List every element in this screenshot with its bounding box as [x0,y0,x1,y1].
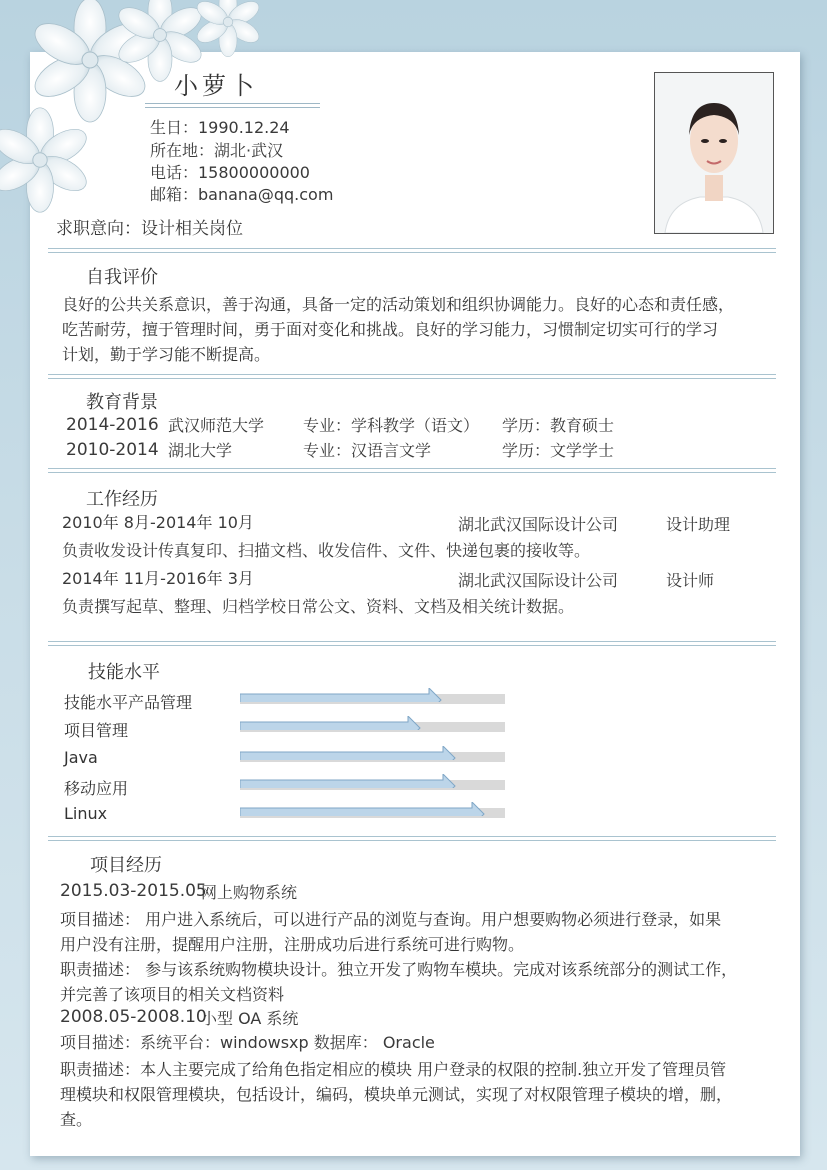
candidate-name: 小萝卜 [174,72,258,100]
projects-title: 项目经历 [90,855,162,876]
skill-level-bar [240,774,457,788]
skill-level-bar [240,688,443,702]
edu-degree: 学历：文学学士 [502,441,615,460]
project-desc [60,1057,780,1132]
work-period: 2010年 8月-2014年 10月 [62,513,254,532]
skill-label: Linux [64,804,108,823]
edu-years: 2010-2014 [66,440,159,460]
edu-major: 专业：学科教学（语文） [303,416,480,435]
work-title: 工作经历 [86,489,158,510]
education-title: 教育背景 [86,392,158,413]
self-eval-line: 计划，勤于学习能不断提高。 [62,345,271,364]
project-desc [60,907,780,1007]
divider [48,248,776,253]
skill-label: 技能水平产品管理 [64,693,193,712]
email: 邮箱：banana@qq.com [150,185,334,204]
project-line: 理模块和权限管理模块，包括设计，编码，模块单元测试，实现了对权限管理子模块的增，删， [60,1085,733,1104]
project-line: 职责描述：本人主要完成了给角色指定相应的模块 用户登录的权限的控制.独立开发了管理员管 [60,1060,727,1079]
project-period: 2015.03-2015.05 [60,881,207,901]
project-line: 并完善了该项目的相关文档资料 [60,985,285,1004]
name-underline [145,103,320,108]
divider [48,468,776,473]
portrait-icon [655,73,773,233]
project-line: 查。 [60,1110,93,1129]
edu-major: 专业：汉语言文学 [303,441,432,460]
skill-level-bar [240,716,422,730]
divider [48,836,776,841]
skills-title: 技能水平 [88,662,160,683]
skill-label: Java [64,748,98,767]
divider [48,641,776,646]
edu-degree: 学历：教育硕士 [502,416,615,435]
work-desc: 负责撰写起草、整理、归档学校日常公文、资料、文档及相关统计数据。 [62,597,575,616]
work-role: 设计助理 [666,515,731,534]
work-period: 2014年 11月-2016年 3月 [62,569,254,588]
work-company: 湖北武汉国际设计公司 [458,571,619,590]
edu-years: 2014-2016 [66,415,159,435]
phone: 电话：15800000000 [150,163,310,182]
work-company: 湖北武汉国际设计公司 [458,515,619,534]
skill-label: 项目管理 [64,721,129,740]
self-eval-line: 吃苦耐劳，擅于管理时间，勇于面对变化和挑战。良好的学习能力，习惯制定切实可行的学习 [62,320,719,339]
profile-photo [654,72,774,234]
project-line: 项目描述： 用户进入系统后，可以进行产品的浏览与查询。用户想要购物必须进行登录，如果 [60,910,722,929]
project-line: 用户没有注册，提醒用户注册，注册成功后进行系统可进行购物。 [60,935,525,954]
self-eval-text [62,292,772,367]
project-period: 2008.05-2008.10 [60,1007,207,1027]
edu-school: 武汉师范大学 [168,416,265,435]
skill-level-bar [240,746,457,760]
self-eval-title: 自我评价 [86,267,158,288]
skill-label: 移动应用 [64,779,129,798]
birthday: 生日：1990.12.24 [150,118,290,137]
self-eval-line: 良好的公共关系意识，善于沟通，具备一定的活动策划和组织协调能力。良好的心态和责任感， [62,295,735,314]
project-platform: 项目描述：系统平台：windowsxp 数据库： Oracle [60,1033,435,1052]
project-name: 小型 OA 系统 [201,1009,299,1028]
skill-level-bar [240,802,486,816]
project-name: 网上购物系统 [201,883,298,902]
job-objective: 求职意向：设计相关岗位 [56,219,243,239]
project-line: 职责描述： 参与该系统购物模块设计。独立开发了购物车模块。完成对该系统部分的测试工作， [60,960,738,979]
divider [48,374,776,379]
edu-school: 湖北大学 [168,441,233,460]
work-desc: 负责收发设计传真复印、扫描文档、收发信件、文件、快递包裹的接收等。 [62,541,591,560]
location: 所在地：湖北·武汉 [150,141,284,160]
work-role: 设计师 [666,571,715,590]
